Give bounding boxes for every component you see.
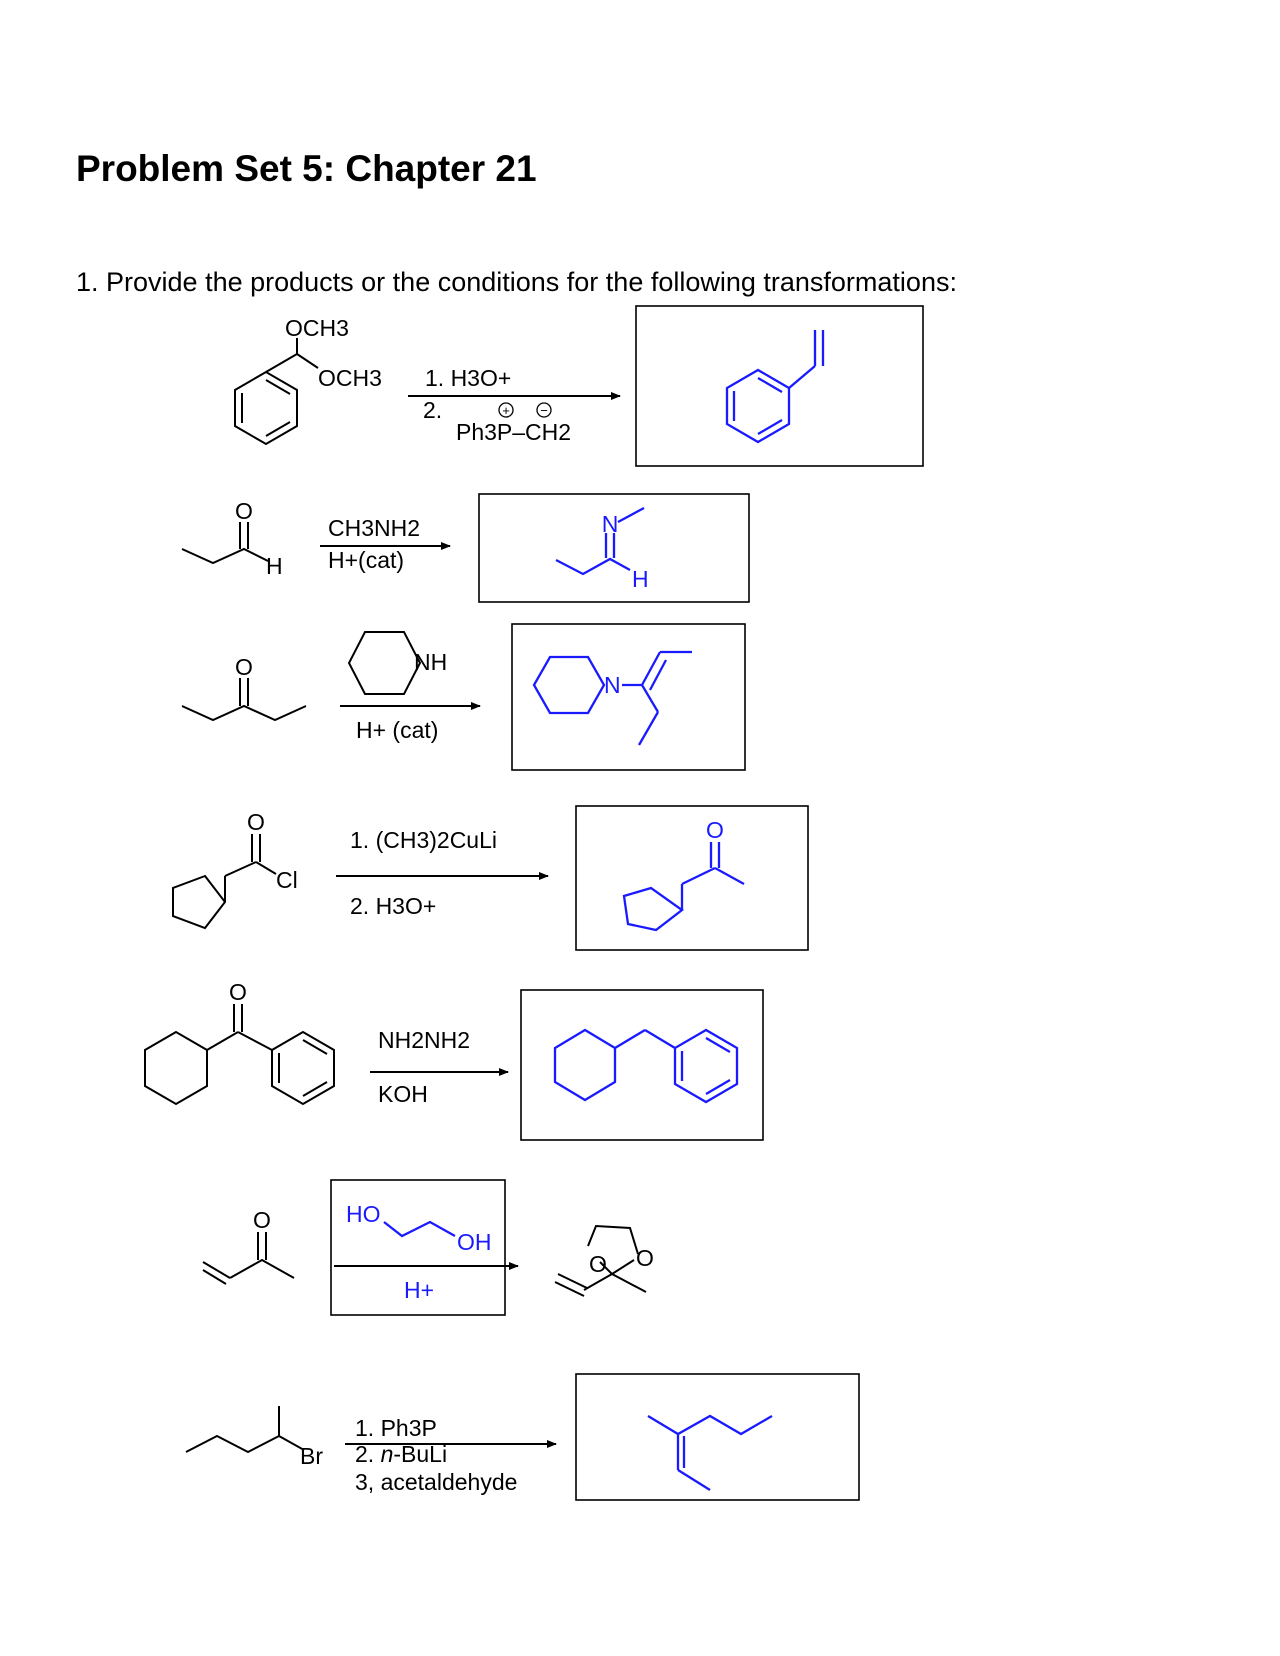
r4-cond-2: 2. H3O+ [350, 893, 437, 919]
reaction-3 [182, 624, 745, 770]
r1-reactant-acetal [235, 315, 382, 444]
r2-reagent-acid: H+(cat) [328, 547, 405, 573]
r5-product [555, 1030, 737, 1102]
r4-oxygen: O [247, 809, 265, 835]
r5-answer-box [521, 990, 763, 1140]
r2-product-nitrogen: N [601, 511, 619, 537]
r6-reactant-enone [203, 1207, 294, 1284]
reaction-7 [186, 1374, 859, 1500]
r5-reagent-base: KOH [378, 1081, 428, 1107]
r7-conditions [345, 1415, 556, 1495]
r7-cond-3: 3, acetaldehyde [355, 1469, 518, 1495]
r7-product-alkene [648, 1416, 772, 1490]
r6-product-oxygen-2: O [636, 1245, 654, 1271]
r4-cond-1: 1. (CH3)2CuLi [350, 827, 497, 853]
r6-product-oxygen-1: O [589, 1251, 607, 1277]
r7-bromine: Br [300, 1443, 323, 1469]
r6-product-acetal [555, 1226, 654, 1296]
question-text: 1. Provide the products or the conditions for the following transformations: [76, 267, 957, 297]
r2-oxygen: O [235, 498, 253, 524]
r2-hydrogen: H [266, 553, 283, 579]
r3-conditions [340, 632, 480, 743]
r3-reactant-pentanone [182, 654, 306, 720]
r2-product-hydrogen: H [632, 566, 649, 592]
r1-ylide: Ph3P–CH2 [456, 419, 572, 445]
r6-oxygen: O [253, 1207, 271, 1233]
r5-reagent-hydrazine: NH2NH2 [378, 1027, 471, 1053]
r1-och3-right: OCH3 [318, 365, 382, 391]
r4-product-ketone [624, 817, 744, 930]
r1-answer-box [636, 306, 923, 466]
r3-reagent-acid: H+ (cat) [356, 717, 439, 743]
r3-answer-box [512, 624, 745, 770]
reaction-6 [203, 1180, 654, 1315]
r6-conditions [334, 1201, 518, 1303]
r5-oxygen: O [229, 979, 247, 1005]
r1-och3-top: OCH3 [285, 315, 349, 341]
r7-cond-2: 2. n-BuLi [355, 1441, 448, 1467]
page-title: Problem Set 5: Chapter 21 [76, 148, 537, 189]
r3-piperidine-nh: NH [414, 649, 448, 675]
r2-reactant-propanal [182, 498, 283, 579]
r7-cond-1: 1. Ph3P [355, 1415, 437, 1441]
r7-answer-box [576, 1374, 859, 1500]
reaction-1 [235, 306, 923, 466]
r3-oxygen: O [235, 654, 253, 680]
r5-reactant-ketone [145, 979, 334, 1104]
r2-reagent-amine: CH3NH2 [328, 515, 421, 541]
r5-conditions [370, 1027, 508, 1107]
reaction-2 [182, 494, 749, 602]
r1-product-styrene [727, 330, 823, 442]
r4-reactant-acid-chloride [173, 809, 298, 928]
r6-reagent-ho: HO [346, 1201, 381, 1227]
r6-reagent-oh: OH [457, 1229, 492, 1255]
reaction-4 [173, 806, 808, 950]
r4-chlorine: Cl [276, 867, 298, 893]
r3-product-nitrogen: N [604, 672, 621, 698]
r4-conditions [336, 827, 548, 919]
r1-minus-sign: − [540, 403, 548, 418]
r2-product-imine [556, 508, 649, 592]
r1-conditions [408, 365, 620, 445]
reaction-5 [145, 979, 763, 1140]
r1-plus-sign: + [502, 403, 510, 418]
r3-product-enamine [534, 652, 692, 745]
r6-reagent-acid: H+ [404, 1277, 435, 1303]
r2-conditions [320, 515, 450, 573]
r4-product-oxygen: O [706, 817, 724, 843]
r1-cond-2-number: 2. [423, 397, 443, 423]
r1-cond-1: 1. H3O+ [425, 365, 512, 391]
r7-reactant-bromide [186, 1406, 323, 1469]
